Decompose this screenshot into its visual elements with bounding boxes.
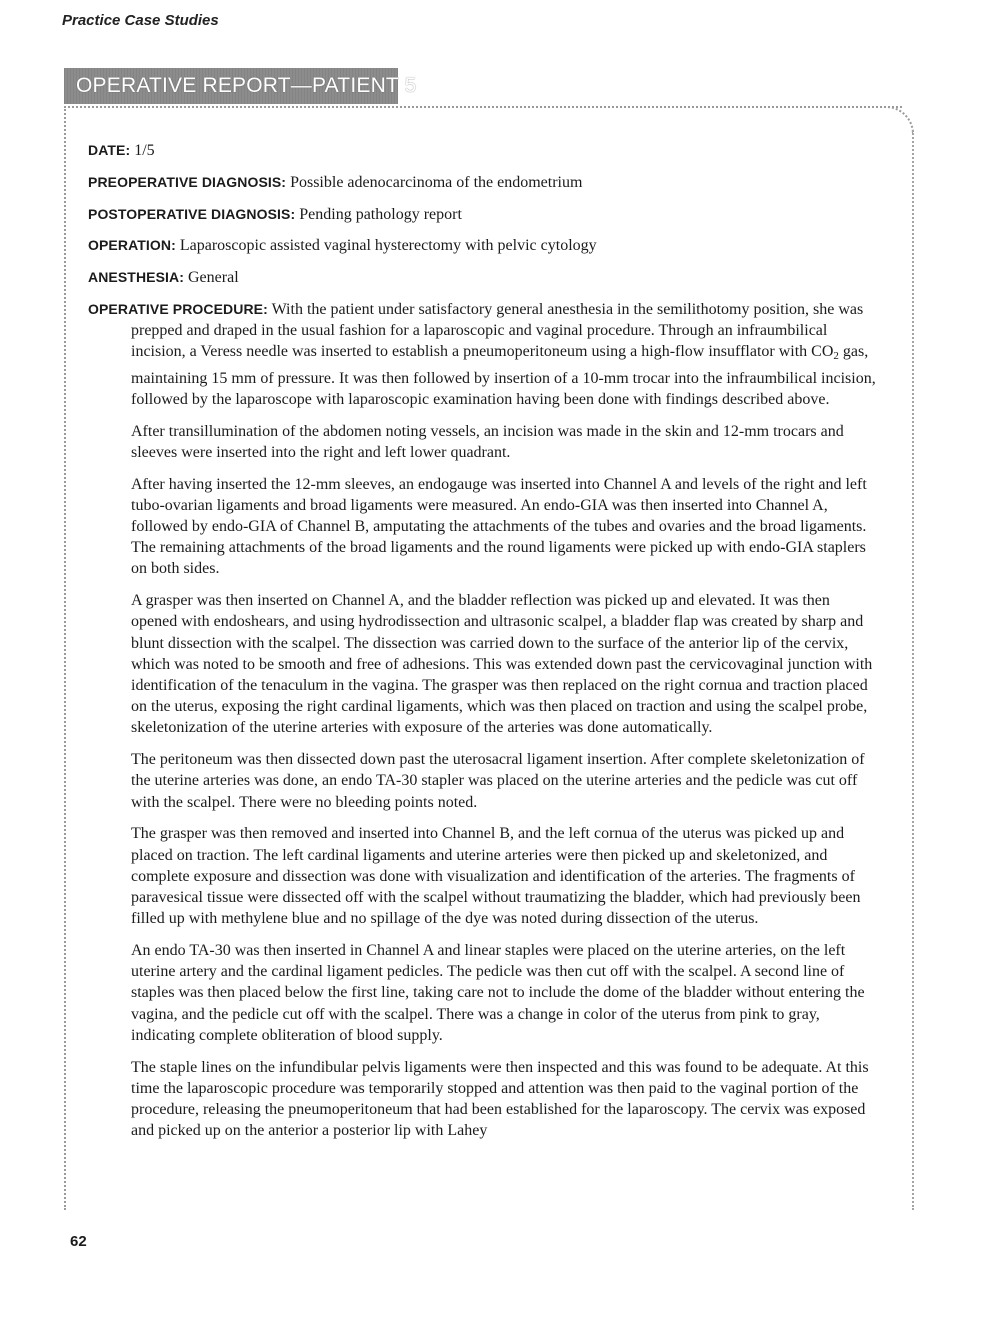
- procedure-paragraph-5: The peritoneum was then dissected down past the uterosacral ligament insertion. After complete skeletonization of the uterine arteries was done, an endo TA-30 stapler was placed on the uterine arteries and the pedicle was cut off with the scalpel. There were no bleeding points noted.: [131, 751, 865, 811]
- procedure-text-part-1: With the patient under satisfactory general anesthesia in the semilithotomy position, she was prepped and draped in the usual fashion for a laparoscopic and vaginal procedure. Through an infraumbilical incision, a Veress needle was inserted to establish a pneumoperitoneum using a high-flow insufflator with CO: [131, 300, 864, 361]
- running-head: Practice Case Studies: [62, 12, 219, 29]
- operation-label: OPERATION:: [88, 237, 176, 254]
- report-title-banner: OPERATIVE REPORT—PATIENT 5: [64, 68, 398, 104]
- procedure-paragraph-4: A grasper was then inserted on Channel A, and the bladder reflection was picked up and elevated. It was then opened with endoshears, and using hydrodissection and ultrasonic scalpel, a bladder flap was created by sharp and blunt dissection with the scalpel. The dissection was carried down to the surface of the anterior lip of the cervix, which was noted to be smooth and free of adhesions. This was extended down past the cervicovaginal junction with identification of the tenaculum in the vagina. The grasper was then replaced on the right cornua and traction placed on the uterus, exposing the right cardinal ligaments, which was then placed on traction and using the scalpel probe, skeletonization of the uterine arteries with exposure of the arteries was done automatically.: [131, 592, 873, 737]
- preoperative-diagnosis-value: Possible adenocarcinoma of the endometrium: [290, 173, 583, 191]
- operation-value: Laparoscopic assisted vaginal hysterectomy with pelvic cytology: [179, 237, 597, 255]
- preoperative-diagnosis-field: [88, 172, 878, 193]
- anesthesia-value: General: [188, 269, 239, 287]
- preoperative-diagnosis-label: PREOPERATIVE DIAGNOSIS:: [88, 173, 287, 190]
- frame-left-border: [64, 106, 66, 1210]
- procedure-paragraph-3: After having inserted the 12-mm sleeves, an endogauge was inserted into Channel A and levels of the right and left tubo-ovarian ligaments and broad ligaments were measured. An endo-GIA was then inserted into Channel A, followed by endo-GIA of Channel B, amputating the attachments of the tubes and ovaries and the broad ligaments. The remaining attachments of the broad ligaments and the round ligaments were picked up with endo-GIA staplers on both sides.: [131, 475, 867, 578]
- date-value: 1/5: [134, 142, 155, 159]
- date-label: DATE:: [88, 142, 131, 158]
- postoperative-diagnosis-label: POSTOPERATIVE DIAGNOSIS:: [88, 205, 296, 222]
- operation-field: [88, 235, 878, 256]
- anesthesia-field: [88, 267, 878, 288]
- frame-right-border: [912, 130, 914, 1210]
- procedure-paragraph-8: The staple lines on the infundibular pelvis ligaments were then inspected and this was found to be adequate. At this time the laparoscopic procedure was temporarily stopped and attention was then paid to the vaginal portion of the procedure, releasing the pneumoperitoneum that had been established for the laparoscopy. The cervix was exposed and picked up on the anterior a posterior lip with Lahey: [131, 1058, 869, 1140]
- procedure-paragraph-2: After transillumination of the abdomen noting vessels, an incision was made in the skin and 12-mm trocars and sleeves were inserted into the right and left lower quadrant.: [131, 422, 844, 461]
- date-field: [88, 140, 878, 161]
- procedure-paragraph-7: An endo TA-30 was then inserted in Channel A and linear staples were placed on the uterine arteries, on the left uterine artery and the cardinal ligament pedicles. The pedicle was then cut off with the scalpel. A second line of staples was then placed below the first line, taking care not to include the dome of the bladder without entering the vagina, and the pedicle cut off with the scalpel. There was a change in color of the uterus from pink to gray, indicating complete obliteration of blood supply.: [131, 942, 865, 1044]
- co2-subscript: 2: [833, 350, 839, 363]
- operative-procedure-label: OPERATIVE PROCEDURE:: [88, 300, 268, 317]
- postoperative-diagnosis-value: Pending pathology report: [299, 205, 462, 223]
- operative-procedure-paragraph-1: [88, 299, 878, 410]
- frame-top-border: [64, 106, 902, 118]
- operative-report-body: [88, 140, 878, 1152]
- procedure-text-part-2: gas, maintaining 15 mm of pressure. It was then followed by insertion of a 10-mm trocar into the infraumbilical incision, followed by the laparoscope with laparoscopic examination having been done with findings described above.: [131, 343, 876, 408]
- anesthesia-label: ANESTHESIA:: [88, 269, 184, 286]
- postoperative-diagnosis-field: [88, 204, 878, 225]
- procedure-paragraph-6: The grasper was then removed and inserted into Channel B, and the left cornua of the uterus was picked up and placed on traction. The left cardinal ligaments and uterine arteries were then picked up and skeletonized, and complete exposure and dissection was done with visualization and identification of the arteries. The fragments of paravesical tissue were dissected off with the scalpel without traumatizing the bladder, which had previously been filled up with methylene blue and no spillage of the dye was noted during dissection of the uterus.: [131, 825, 861, 928]
- page-number: 62: [70, 1233, 87, 1250]
- frame-corner-curve: [880, 106, 914, 134]
